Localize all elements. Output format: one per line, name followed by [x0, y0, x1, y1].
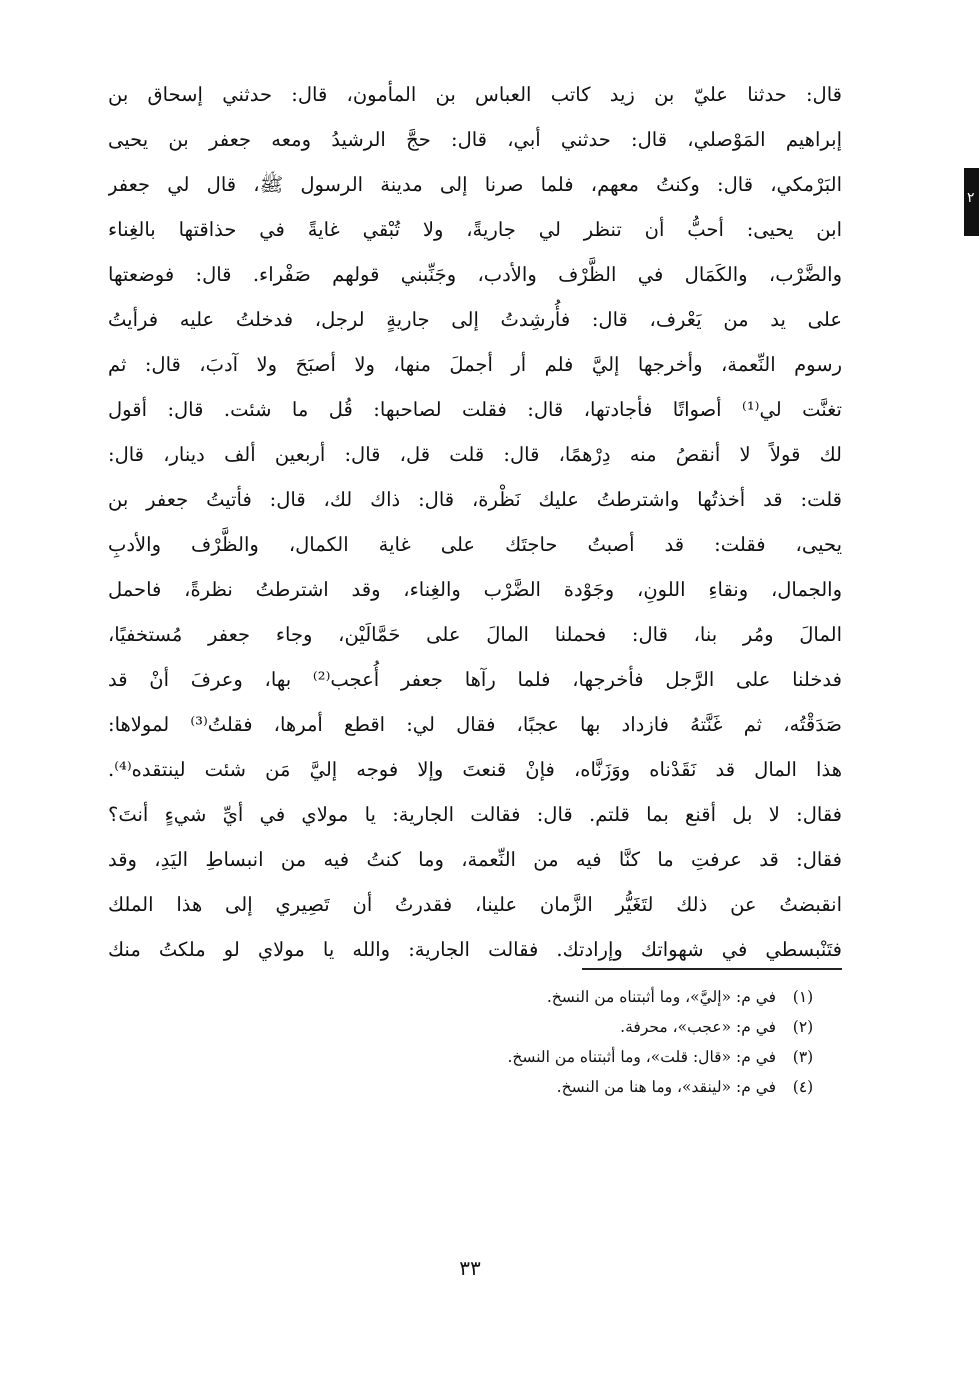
main-text [108, 72, 842, 972]
text-line: لك قولاً لا أنقصُ منه دِرْهمًا، قال: قلت قل، قال: أربعين ألف دينار، قال: [108, 443, 842, 466]
text-line: رسوم النِّعمة، وأخرجها إليَّ فلم أر أجملَ منها، ولا أصبَحَ ولا آدبَ، قال: ثم [108, 353, 842, 376]
text-line: صَدَقْتُه، ثم غَنَّتهُ فازداد بها عجبًا، فقال لي: اقطع أمرها، فقلتُ⁽³⁾ لمولاها: [108, 713, 842, 736]
edge-tab-label: ٢ [967, 190, 975, 206]
footnote-number: (٣) [792, 1048, 814, 1066]
page-number: ٣٣ [459, 1256, 481, 1280]
footnote [305, 1072, 825, 1102]
text-line: فقال: قد عرفتِ ما كنَّا فيه من النِّعمة، وما كنتُ فيه من انبساطِ اليَدِ، وقد [108, 848, 842, 871]
footnote-text: في م: «لينقد»، وما هنا من النسخ. [556, 1078, 777, 1096]
footnote-number: (٤) [792, 1078, 814, 1096]
footnote [305, 982, 825, 1012]
text-line: والجمال، ونقاءِ اللونِ، وجَوْدة الضَّرْب والغِناء، وقد اشترطتُ نظرةً، فاحمل [108, 578, 842, 601]
text-line: فدخلنا على الرَّجل فأخرجها، فلما رآها جعفر أُعجب⁽²⁾ بها، وعرفَ أنْ قد [108, 668, 842, 691]
text-line: تغنَّت لي⁽¹⁾ أصواتًا فأجادتها، قال: فقلت لصاحبها: قُل ما شئت. قال: أقول [108, 398, 842, 421]
text-line: قلت: قد أخذتُها واشترطتُ عليك نَظْرة، قال: ذاك لك، قال: فأتيتُ جعفر بن [108, 488, 842, 511]
text-line: يحيى، فقلت: قد أصبتُ حاجتَك على غاية الكمال، والظَّرْف والأدبِ [108, 533, 842, 556]
footnote-divider [582, 968, 842, 970]
footnote [305, 1042, 825, 1072]
footnote-text: في م: «قال: قلت»، وما أثبتناه من النسخ. [507, 1048, 777, 1066]
footnote-text: في م: «عجب»، محرفة. [620, 1018, 777, 1036]
footnote-number: (٢) [792, 1018, 814, 1036]
text-line: فقال: لا بل أقنع بما قلتم. قال: فقالت الجارية: يا مولاي في أيِّ شيءٍ أنتَ؟ [108, 803, 842, 826]
text-line: ابن يحيى: أحبُّ أن تنظر لي جاريةً، ولا تُبْقي غايةً في حذاقتها بالغِناء [108, 218, 842, 241]
text-line: هذا المال قد نَقَدْناه ووَزَنَّاه، فإنْ قنعتَ وإلا فوجه إليَّ مَن شئت لينتقده⁽⁴⁾. [108, 758, 842, 781]
text-line: فتَنْبسطي في شهواتك وإرادتك. فقالت الجارية: والله يا مولاي لو ملكتُ منك [108, 938, 842, 961]
text-line: انقبضتُ عن ذلك لتَغَيُّر الزَّمان علينا، فقدرتُ أن تَصِيري إلى هذا الملك [108, 893, 842, 916]
text-line: المالَ ومُر بنا، قال: فحملنا المالَ على حَمَّالَيْن، وجاء جعفر مُستخفيًا، [108, 623, 842, 646]
text-line: والضَّرْب، والكَمَال في الظَّرْف والأدب، وجَنِّبني قولهم صَفْراء. قال: فوضعتها [108, 263, 842, 286]
text-line: إبراهيم المَوْصلي، قال: حدثني أبي، قال: حجَّ الرشيدُ ومعه جعفر بن يحيى [108, 128, 842, 151]
footnote-number: (١) [792, 988, 814, 1006]
text-line: قال: حدثنا عليّ بن زيد كاتب العباس بن المأمون، قال: حدثني إسحاق بن [108, 83, 842, 106]
footnote [305, 1012, 825, 1042]
footnote-text: في م: «إليَّ»، وما أثبتناه من النسخ. [546, 988, 777, 1006]
text-line: البَرْمكي، قال: وكنتُ معهم، فلما صرنا إلى مدينة الرسول ﷺ، قال لي جعفر [108, 173, 842, 196]
chapter-edge-tab [964, 168, 979, 236]
footnotes-section [305, 982, 825, 1102]
text-line: على يد من يَعْرف، قال: فأُرشِدتُ إلى جاريةٍ لرجل، فدخلتُ عليه فرأيتُ [108, 308, 842, 331]
